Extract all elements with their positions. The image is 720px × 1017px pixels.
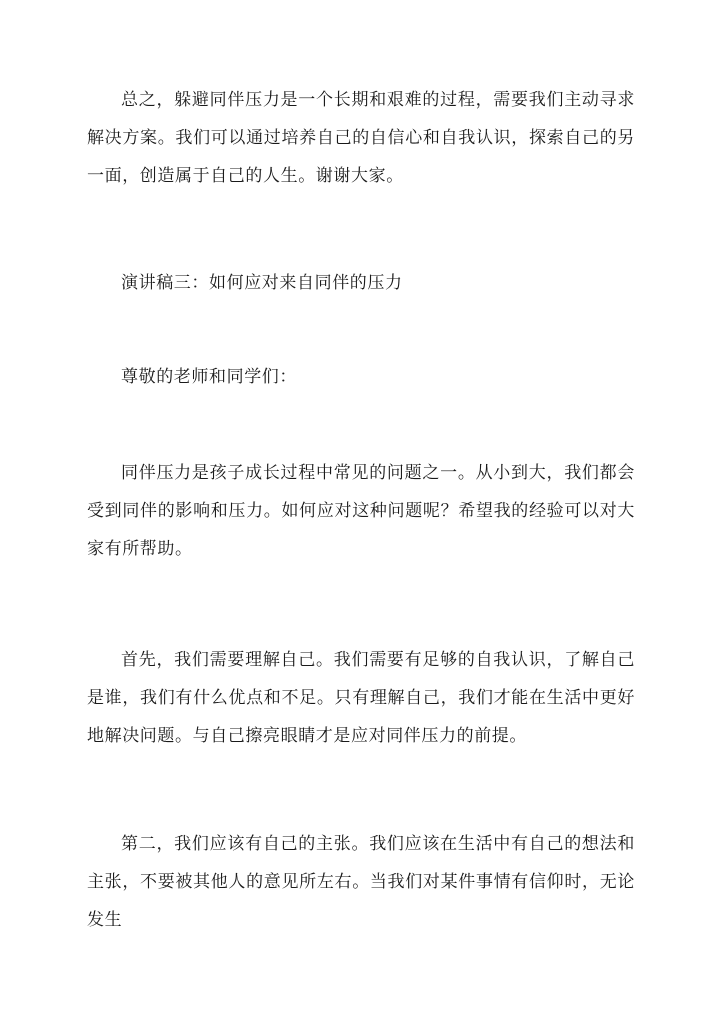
paragraph-intro: 同伴压力是孩子成长过程中常见的问题之一。从小到大，我们都会受到同伴的影响和压力。如何应对这种问题呢？希望我的经验可以对大家有所帮助。 [87, 463, 635, 559]
paragraph-second-point: 第二，我们应该有自己的主张。我们应该在生活中有自己的想法和主张，不要被其他人的意见所左右。当我们对某件事情有信仰时，无论发生 [87, 834, 635, 930]
paragraph-conclusion: 总之，躲避同伴压力是一个长期和艰难的过程，需要我们主动寻求解决方案。我们可以通过培养自己的自信心和自我认识，探索自己的另一面，创造属于自己的人生。谢谢大家。 [87, 90, 635, 186]
paragraph-first-point: 首先，我们需要理解自己。我们需要有足够的自我认识，了解自己是谁，我们有什么优点和不足。只有理解自己，我们才能在生活中更好地解决问题。与自己擦亮眼睛才是应对同伴压力的前提。 [87, 650, 635, 746]
speech-title: 演讲稿三：如何应对来自同伴的压力 [121, 273, 403, 293]
salutation: 尊敬的老师和同学们： [121, 367, 297, 387]
